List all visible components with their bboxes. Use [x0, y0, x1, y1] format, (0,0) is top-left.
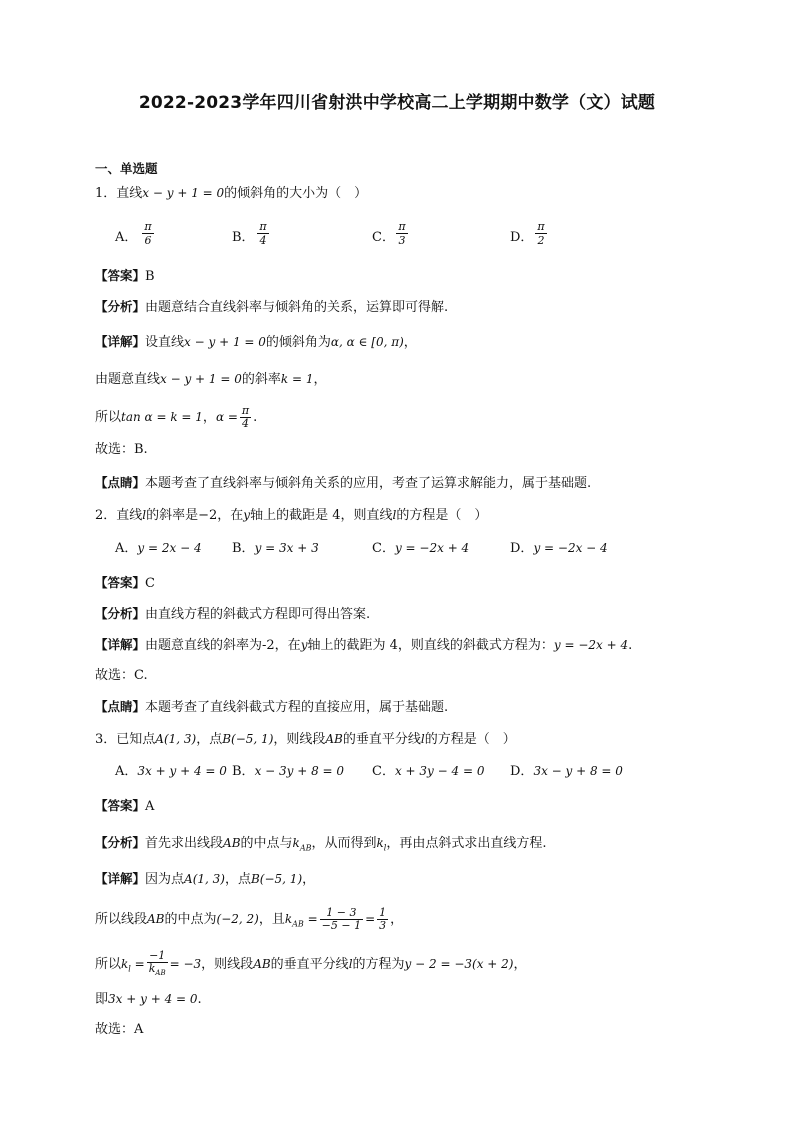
q2-option-a — [115, 539, 202, 558]
math: l — [420, 732, 425, 746]
text: . — [628, 638, 633, 653]
question-1 — [95, 184, 367, 203]
q1-choose: 故选：B. — [95, 442, 148, 457]
math: y = −2x + 4 — [553, 638, 629, 652]
math: l — [392, 508, 397, 522]
comment-tag: 【点睛】 — [95, 475, 146, 490]
text: . — [253, 410, 258, 425]
math: (−2, 2) — [216, 912, 259, 926]
q1-option-b-letter: B． — [232, 230, 255, 245]
math: A(1, 3) — [155, 732, 197, 746]
math: α, α ∈ [0, π) — [330, 335, 404, 349]
q1-option-a-fraction — [141, 220, 155, 247]
q1-option-b-fraction — [256, 220, 270, 247]
question-2 — [95, 506, 487, 525]
q3-answer — [95, 797, 154, 816]
q3-analysis — [95, 834, 546, 858]
text: 的倾斜角为 — [265, 335, 331, 350]
math: x − y + 1 = 0 — [160, 372, 242, 386]
text: 轴上的截距是 4，则直线 — [250, 508, 393, 523]
text: ， — [513, 957, 527, 973]
text: ， — [313, 372, 327, 387]
math: k — [376, 836, 384, 850]
text: ，点 — [196, 732, 223, 747]
q1-analysis — [95, 298, 448, 317]
q1-alpha-fraction — [240, 405, 251, 430]
option-value: y = 2x − 4 — [137, 541, 202, 555]
option-letter: C． — [372, 541, 395, 556]
text: ， — [302, 872, 316, 887]
option-value: x + 3y − 4 = 0 — [394, 764, 485, 778]
text: 所以 — [95, 957, 122, 973]
section-heading: 一、单选题 — [95, 161, 158, 176]
text: 的垂直平分线 — [270, 957, 349, 973]
q3-detail-line-1 — [95, 870, 315, 889]
q1-option-d-den: 2 — [537, 234, 545, 247]
q1-option-c-den: 3 — [398, 234, 406, 247]
text: 的垂直平分线 — [342, 732, 421, 747]
q3-detail-line-4 — [95, 990, 202, 1009]
denominator: −5 − 1 — [321, 919, 362, 932]
q3-option-c — [372, 762, 484, 781]
q3-answer-value: A — [145, 799, 155, 814]
option-letter: D． — [510, 541, 534, 556]
q1-detail-line-1 — [95, 333, 417, 352]
math: = — [365, 912, 376, 926]
option-letter: A． — [115, 541, 138, 556]
math: y — [243, 508, 251, 522]
denominator: 3 — [379, 919, 387, 932]
math: y − 2 = −3(x + 2) — [404, 957, 514, 972]
q1-detail-line-2 — [95, 370, 327, 389]
math: k — [121, 957, 129, 972]
math: x − y + 1 = 0 — [184, 335, 266, 349]
math: α = — [215, 410, 238, 424]
math: A(1, 3) — [184, 872, 225, 886]
text: 的斜率是−2，在 — [146, 508, 244, 523]
q2-detail — [95, 636, 632, 655]
q1-answer-value: B — [145, 269, 155, 284]
math: = — [130, 957, 145, 972]
text: 由题意直线 — [95, 372, 161, 387]
q3-option-a — [115, 762, 227, 781]
q1-comment-text: 本题考查了直线斜率与倾斜角关系的应用，考查了运算求解能力，属于基础题. — [145, 476, 592, 491]
q2-comment-text: 本题考查了直线斜截式方程的直接应用，属于基础题. — [145, 700, 449, 715]
text: 的方程是（ ） — [396, 508, 488, 523]
math: B(−5, 1) — [250, 872, 303, 886]
text: . — [197, 992, 202, 1007]
subscript: AB — [299, 843, 312, 853]
option-value: 3x + y + 4 = 0 — [137, 764, 227, 778]
q1-option-d-num: π — [537, 220, 545, 233]
subscript: AB — [292, 919, 304, 929]
math: AB — [147, 912, 165, 926]
option-letter: D． — [510, 764, 534, 779]
q1-detail-line-3 — [95, 405, 257, 430]
q3-slope-fraction — [320, 907, 363, 932]
q1-option-a-letter: A． — [115, 230, 138, 245]
text: 因为点 — [145, 872, 185, 887]
q3-option-b — [232, 762, 344, 781]
option-value: x − 3y + 8 = 0 — [254, 764, 345, 778]
text: 的斜率 — [241, 372, 281, 387]
question-3 — [95, 730, 516, 749]
math: l — [142, 508, 147, 522]
option-letter: B． — [232, 764, 255, 779]
text: ， — [403, 335, 417, 350]
text: 的中点为 — [164, 912, 217, 927]
q3-detail-line-3 — [95, 950, 526, 979]
text: 的中点与 — [240, 836, 293, 851]
option-letter: A． — [115, 764, 138, 779]
math: AB — [325, 732, 343, 746]
analysis-tag: 【分析】 — [95, 299, 146, 314]
q3-detail-line-2 — [95, 907, 403, 934]
q1-option-b-num: π — [259, 220, 267, 233]
q1-equation: x − y + 1 = 0 — [142, 186, 225, 200]
q2-comment — [95, 698, 448, 717]
q1-option-c-fraction — [395, 220, 409, 247]
denominator-letter: k — [148, 962, 156, 975]
q1-option-a-num: π — [144, 220, 152, 233]
option-value: y = −2x + 4 — [394, 541, 470, 555]
denominator — [147, 963, 168, 979]
denominator: 4 — [242, 417, 250, 430]
answer-tag: 【答案】 — [95, 798, 146, 813]
numerator: 1 − 3 — [320, 907, 363, 920]
q1-option-a-den: 6 — [144, 234, 152, 247]
math: = −3 — [169, 957, 202, 972]
text: 由题意直线的斜率为-2，在 — [145, 638, 301, 653]
math: AB — [253, 957, 271, 972]
detail-tag: 【详解】 — [95, 871, 146, 886]
q2-answer — [95, 574, 155, 593]
q1-option-b-den: 4 — [259, 234, 267, 247]
q3-slope-result-fraction — [377, 907, 388, 932]
numerator: −1 — [147, 950, 168, 963]
q3-choose: 故选：A — [95, 1022, 144, 1037]
text: 所以 — [95, 410, 122, 425]
detail-tag: 【详解】 — [95, 334, 146, 349]
option-value: y = −2x − 4 — [533, 541, 608, 555]
analysis-tag: 【分析】 — [95, 835, 146, 850]
q1-answer — [95, 267, 155, 286]
q1-stem-tail: 的倾斜角的大小为（ ） — [224, 186, 368, 201]
text: ， — [202, 410, 216, 425]
q1-number: 1．直线 — [95, 186, 143, 201]
text: 3．已知点 — [95, 732, 156, 747]
text: 设直线 — [145, 335, 185, 350]
math: k — [284, 912, 293, 926]
q2-choose: 故选：C. — [95, 668, 148, 683]
analysis-tag: 【分析】 — [95, 606, 146, 621]
text: ，再由点斜式求出直线方程. — [386, 836, 547, 851]
text: 即 — [95, 992, 109, 1007]
option-value: y = 3x + 3 — [254, 541, 319, 555]
text: 首先求出线段 — [145, 836, 224, 851]
math: k = 1 — [280, 372, 314, 386]
text: 的方程是（ ） — [424, 732, 516, 747]
text: ，且 — [258, 912, 285, 927]
q1-option-d-letter: D． — [510, 230, 534, 245]
text: 所以线段 — [95, 912, 148, 927]
text: ，则线段 — [273, 732, 326, 747]
answer-tag: 【答案】 — [95, 575, 146, 590]
math: l — [348, 957, 353, 972]
option-letter: B． — [232, 541, 255, 556]
q2-option-b — [232, 539, 319, 558]
numerator: π — [241, 404, 250, 417]
math: B(−5, 1) — [222, 732, 274, 746]
q1-option-c-letter: C． — [372, 230, 395, 245]
q2-option-c — [372, 539, 469, 558]
q1-analysis-text: 由题意结合直线斜率与倾斜角的关系，运算即可得解. — [145, 300, 449, 315]
q3-option-d — [510, 762, 623, 781]
text: ，则线段 — [201, 957, 254, 973]
q2-analysis — [95, 605, 370, 624]
detail-tag: 【详解】 — [95, 637, 146, 652]
text: 2．直线 — [95, 508, 143, 523]
numerator: 1 — [379, 906, 387, 919]
math: k — [292, 836, 300, 850]
text: ，点 — [224, 872, 251, 887]
subscript: l — [383, 843, 387, 853]
math: tan α = k = 1 — [121, 410, 203, 424]
q1-option-d-fraction — [534, 220, 548, 247]
q2-option-d — [510, 539, 608, 558]
q1-option-c-num: π — [398, 220, 406, 233]
text: 轴上的截距为 4，则直线的斜截式方程为： — [307, 638, 554, 653]
q3-perp-slope-fraction — [147, 950, 168, 979]
option-letter: C． — [372, 764, 395, 779]
q2-answer-value: C — [145, 576, 155, 591]
text: ， — [390, 912, 404, 927]
q2-analysis-text: 由直线方程的斜截式方程即可得出答案. — [145, 607, 371, 622]
math: y — [300, 638, 308, 652]
answer-tag: 【答案】 — [95, 268, 146, 283]
subscript: l — [128, 964, 131, 974]
option-value: 3x − y + 8 = 0 — [533, 764, 623, 778]
q1-comment — [95, 474, 591, 493]
math: = — [303, 912, 318, 926]
text: ，从而得到 — [311, 836, 377, 851]
math: 3x + y + 4 = 0 — [108, 992, 198, 1006]
page-title: 2022-2023学年四川省射洪中学校高二上学期期中数学（文）试题 — [138, 93, 656, 113]
math: AB — [223, 836, 241, 850]
comment-tag: 【点睛】 — [95, 699, 146, 714]
subscript: AB — [155, 969, 166, 978]
text: 的方程为 — [352, 957, 405, 973]
